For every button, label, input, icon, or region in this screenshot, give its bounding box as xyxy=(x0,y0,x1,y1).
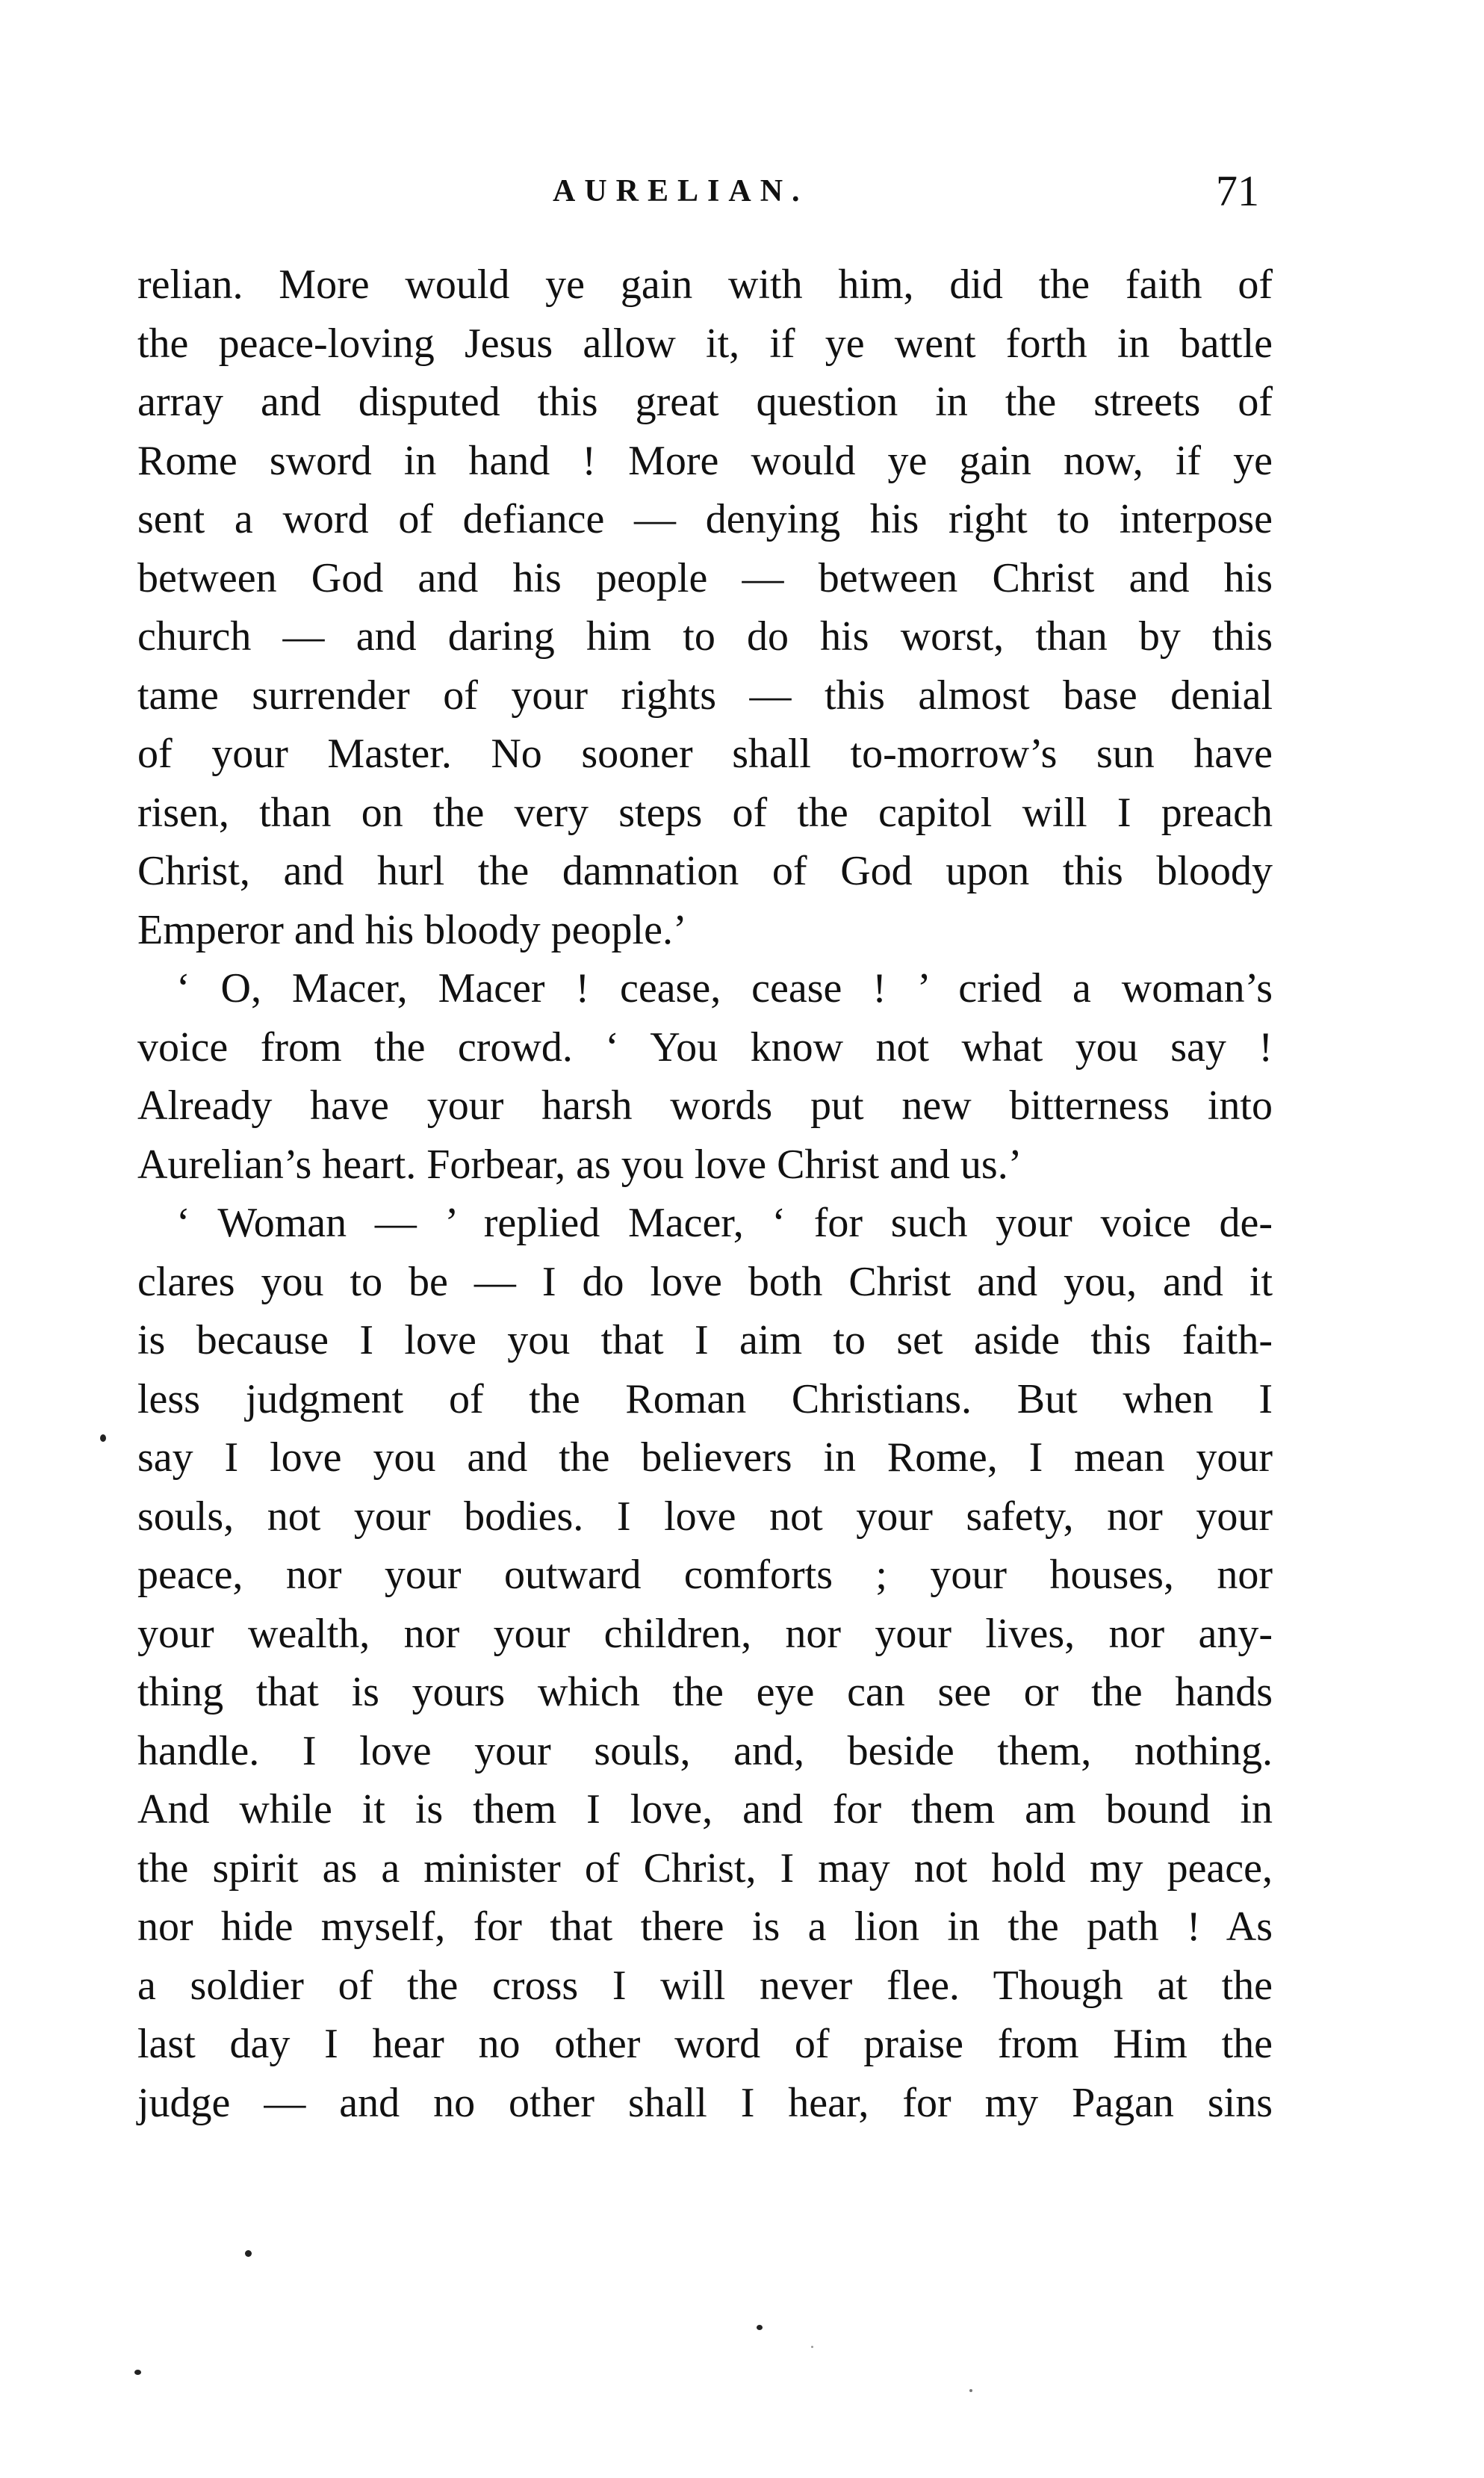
text-line: ‘ Woman — ’ replied Macer, ‘ for such your voice de- xyxy=(176,1200,1273,1246)
ink-speck xyxy=(134,2370,141,2375)
text-line: thing that is yours which the eye can see or the hands xyxy=(137,1669,1273,1715)
text-line: between God and his people — between Christ and his xyxy=(137,554,1273,601)
ink-speck xyxy=(245,2250,252,2257)
body-text xyxy=(137,255,1273,2132)
text-line: voice from the crowd. ‘ You know not what you say ! xyxy=(137,1023,1273,1071)
ink-speck xyxy=(811,2346,813,2348)
text-line: judge — and no other shall I hear, for my Pagan sins xyxy=(137,2079,1273,2126)
text-line: And while it is them I love, and for them am bound in xyxy=(137,1786,1273,1833)
running-title: AURELIAN. xyxy=(553,174,809,208)
text-line: peace, nor your outward comforts ; your houses, nor xyxy=(137,1552,1273,1598)
text-line: tame surrender of your rights — this almost base denial xyxy=(137,672,1273,719)
text-line: souls, not your bodies. I love not your safety, nor your xyxy=(137,1493,1273,1540)
text-line: a soldier of the cross I will never flee. Though at the xyxy=(137,1962,1273,2009)
text-line: relian. More would ye gain with him, did the faith of xyxy=(137,261,1273,308)
text-line: Christ, and hurl the damnation of God upon this bloody xyxy=(137,848,1273,894)
text-line: less judgment of the Roman Christians. But when I xyxy=(137,1375,1273,1422)
text-line: Already have your harsh words put new bitterness into xyxy=(137,1082,1273,1129)
text-line: last day I hear no other word of praise from Him the xyxy=(137,2021,1273,2067)
text-line: is because I love you that I aim to set aside this faith- xyxy=(137,1317,1273,1363)
text-line: Emperor and his bloody people.’ xyxy=(137,906,687,953)
text-line: Aurelian’s heart. Forbear, as you love Christ and us.’ xyxy=(137,1141,1022,1188)
text-line: sent a word of defiance — denying his right to interpose xyxy=(137,496,1273,542)
text-line: of your Master. No sooner shall to-morrow’s sun have xyxy=(137,731,1273,777)
ink-speck xyxy=(757,2325,763,2330)
ink-speck xyxy=(969,2389,972,2392)
running-header xyxy=(0,166,1484,226)
text-line: handle. I love your souls, and, beside them, nothing. xyxy=(137,1727,1273,1774)
text-line: the spirit as a minister of Christ, I may not hold my peace, xyxy=(137,1844,1273,1892)
text-line: your wealth, nor your children, nor your lives, nor any- xyxy=(137,1610,1273,1657)
text-line: the peace-loving Jesus allow it, if ye went forth in battle xyxy=(137,320,1273,367)
text-line: ‘ O, Macer, Macer ! cease, cease ! ’ cried a woman’s xyxy=(176,965,1273,1012)
text-line: clares you to be — I do love both Christ and you, and it xyxy=(137,1258,1273,1305)
text-line: Rome sword in hand ! More would ye gain now, if ye xyxy=(137,437,1273,484)
page-number: 71 xyxy=(1216,167,1259,215)
text-line: church — and daring him to do his worst, than by this xyxy=(137,613,1273,660)
text-line: array and disputed this great question in the streets of xyxy=(137,379,1273,425)
ink-speck xyxy=(100,1434,106,1442)
text-line: nor hide myself, for that there is a lion in the path ! As xyxy=(137,1904,1273,1950)
text-line: risen, than on the very steps of the capitol will I preach xyxy=(137,789,1273,836)
text-line: say I love you and the believers in Rome, I mean your xyxy=(137,1434,1273,1481)
